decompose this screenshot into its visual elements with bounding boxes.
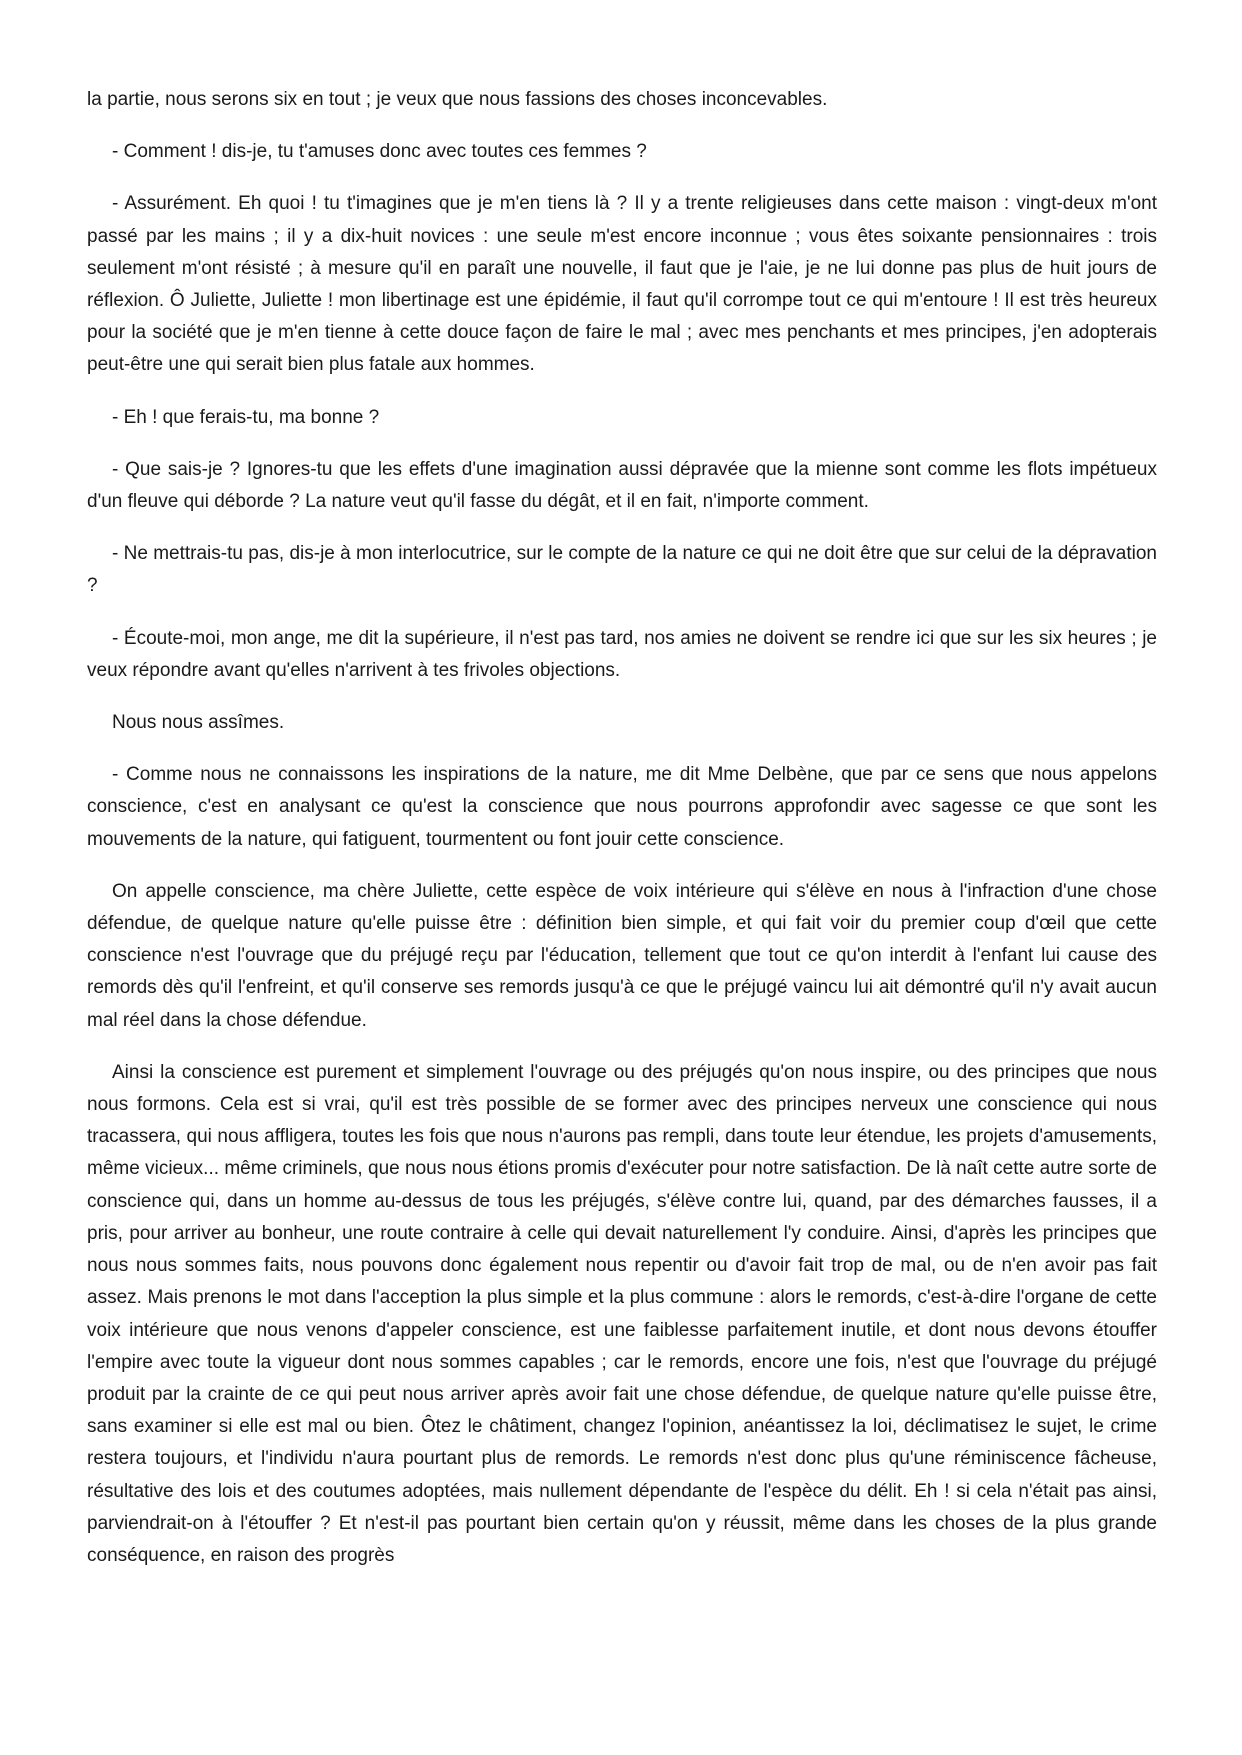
paragraph: - Comment ! dis-je, tu t'amuses donc avec toutes ces femmes ? (112, 141, 647, 163)
paragraph: - Eh ! que ferais-tu, ma bonne ? (112, 406, 380, 428)
paragraph: - Écoute-moi, mon ange, me dit la supérieure, il n'est pas tard, nos amies ne doivent se rendre ici que sur les six heures ; je veux répondre avant qu'elles n'arrivent à tes frivoles objections. (87, 627, 1157, 681)
paragraph: - Ne mettrais-tu pas, dis-je à mon interlocutrice, sur le compte de la nature ce qui ne doit être que sur celui de la dépravation ? (87, 543, 1157, 597)
document-page (87, 84, 1157, 1592)
paragraph: Nous nous assîmes. (112, 712, 285, 734)
paragraph: Ainsi la conscience est purement et simplement l'ouvrage ou des préjugés qu'on nous inspire, ou des principes que nous nous formons. Cela est si vrai, qu'il est très possible de se former avec des principes nerveux une conscience qui nous tracassera, qui nous affligera, toutes les fois que nous n'aurons pas rempli, dans toute leur étendue, les projets d'amusements, même vicieux... même criminels, que nous nous étions promis d'exécuter pour notre satisfaction. De là naît cette autre sorte de conscience qui, dans un homme au-dessus de tous les préjugés, s'élève contre lui, quand, par des démarches fausses, il a pris, pour arriver au bonheur, une route contraire à celle qui devait naturellement l'y conduire. Ainsi, d'après les principes que nous nous sommes faits, nous pouvons donc également nous repentir ou d'avoir fait trop de mal, ou de n'en avoir pas fait assez. Mais prenons le mot dans l'acception la plus simple et la plus commune : alors le remords, c'est-à-dire l'organe de cette voix intérieure que nous venons d'appeler conscience, est une faiblesse parfaitement inutile, et dont nous devons étouffer l'empire avec toute la vigueur dont nous sommes capables ; car le remords, encore une fois, n'est que l'ouvrage du préjugé produit par la crainte de ce qui peut nous arriver après avoir fait une chose défendue, de quelque nature qu'elle puisse être, sans examiner si elle est mal ou bien. Ôtez le châtiment, changez l'opinion, anéantissez la loi, déclimatisez le sujet, le crime restera toujours, et l'individu n'aura pourtant plus de remords. Le remords n'est donc plus qu'une réminiscence fâcheuse, résultative des lois et des coutumes adoptées, mais nullement dépendante de l'espèce du délit. Eh ! si cela n'était pas ainsi, parviendrait-on à l'étouffer ? Et n'est-il pas pourtant bien certain qu'on y réussit, même dans les choses de la plus grande conséquence, en raison des progrès (87, 1061, 1157, 1566)
paragraph: - Comme nous ne connaissons les inspirations de la nature, me dit Mme Delbène, que par ce sens que nous appelons conscience, c'est en analysant ce qu'est la conscience que nous pourrons approfondir avec sagesse ce que sont les mouvements de la nature, qui fatiguent, tourmentent ou font jouir cette conscience. (87, 764, 1157, 850)
paragraph: On appelle conscience, ma chère Juliette, cette espèce de voix intérieure qui s'élève en nous à l'infraction d'une chose défendue, de quelque nature qu'elle puisse être : définition bien simple, et qui fait voir du premier coup d'œil que cette conscience n'est l'ouvrage que du préjugé reçu par l'éducation, tellement que tout ce qu'on interdit à l'enfant lui cause des remords dès qu'il l'enfreint, et qu'il conserve ses remords jusqu'à ce que le préjugé vaincu lui ait démontré qu'il n'y avait aucun mal réel dans la chose défendue. (87, 880, 1157, 1031)
paragraph: - Assurément. Eh quoi ! tu t'imagines que je m'en tiens là ? Il y a trente religieuses dans cette maison : vingt-deux m'ont passé par les mains ; il y a dix-huit novices : une seule m'est encore inconnue ; vous êtes soixante pensionnaires : trois seulement m'ont résisté ; à mesure qu'il en paraît une nouvelle, il faut que je l'aie, je ne lui donne pas plus de huit jours de réflexion. Ô Juliette, Juliette ! mon libertinage est une épidémie, il faut qu'il corrompe tout ce qui m'entoure ! Il est très heureux pour la société que je m'en tienne à cette douce façon de faire le mal ; avec mes penchants et mes principes, j'en adopterais peut-être une qui serait bien plus fatale aux hommes. (87, 193, 1157, 376)
paragraph: - Que sais-je ? Ignores-tu que les effets d'une imagination aussi dépravée que la mienne sont comme les flots impétueux d'un fleuve qui déborde ? La nature veut qu'il fasse du dégât, et il en fait, n'importe comment. (87, 458, 1157, 513)
paragraph: la partie, nous serons six en tout ; je veux que nous fassions des choses inconcevables. (87, 89, 828, 110)
